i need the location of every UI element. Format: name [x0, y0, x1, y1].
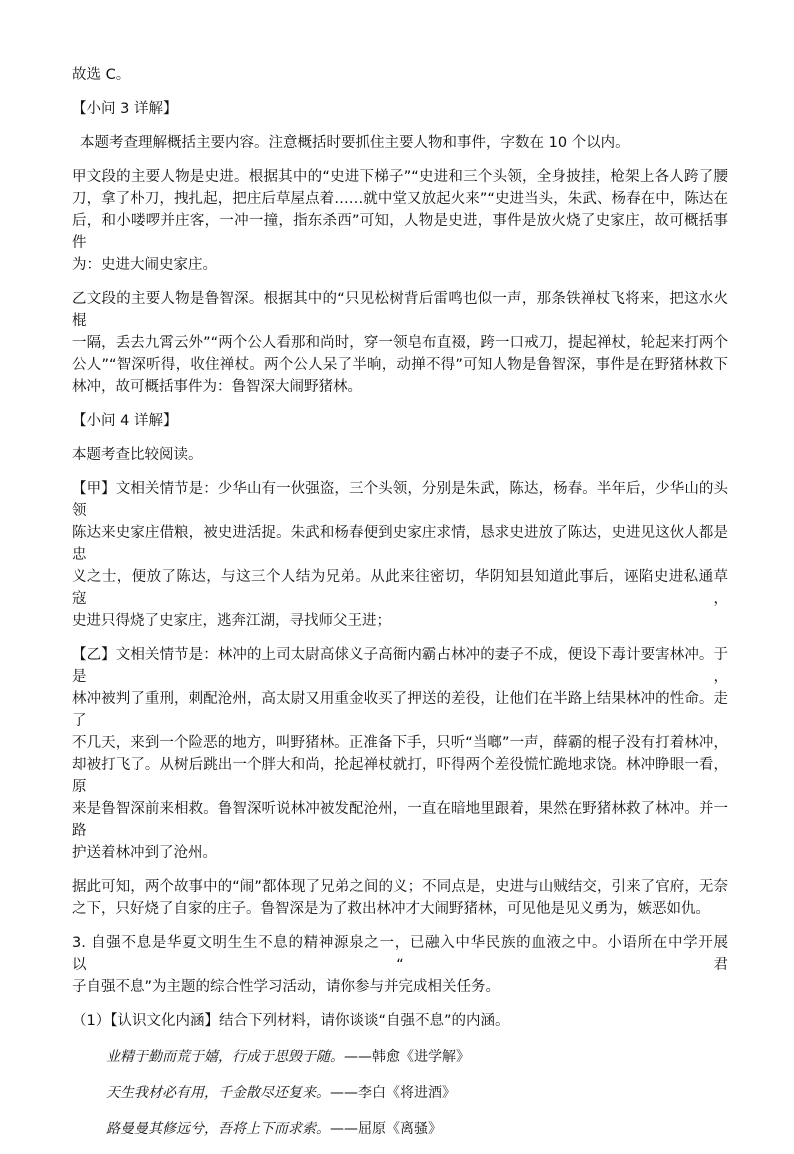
text-line: 林冲，故可概括事件为：鲁智深大闹野猪林。: [72, 379, 362, 395]
section-heading: 【小问 4 详解】: [72, 413, 178, 429]
text-line: 林冲被判了重刑，刺配沧州，高太尉又用重金收买了押送的差役，让他们在半路上结果林冲的性命。走了: [72, 691, 728, 729]
paragraph-jia-summary: [72, 166, 728, 276]
text-line: 公人”“智深听得，收住禅杖。两个公人呆了半晌，动掸不得”可知人物是鲁智深，事件是在野猪林救下: [72, 357, 728, 373]
text-line: 【甲】文相关情节是：少华山有一伙强盗，三个头领，分别是朱武，陈达，杨春。半年后，少华山的头领: [72, 481, 728, 519]
text-line: 刀，拿了朴刀，拽扎起，把庄后草屋点着……就中堂又放起火来”“史进当头，朱武、杨春在中，陈达在: [72, 191, 728, 207]
question-3-1: [72, 1010, 728, 1032]
text-line: 本题考查理解概括主要内容。注意概括时要抓住主要人物和事件，字数在 10 个以内。: [80, 135, 630, 151]
text-line: （1）【认识文化内涵】结合下列材料，请你谈谈“自强不息”的内涵。: [72, 1013, 510, 1029]
quote-text: 业精于勤而荒于嬉，行成于思毁于随。: [106, 1049, 344, 1065]
text-line: 【乙】文相关情节是：林冲的上司太尉高俅义子高衙内霸占林冲的妻子不成，便设下毒计要害林冲。于是，: [72, 647, 728, 685]
document-content: [72, 64, 728, 1154]
text-line: 却被打飞了。从树后跳出一个胖大和尚，抡起禅杖就打，吓得两个差役慌忙跪地求饶。林冲睁眼一看，原: [72, 757, 728, 795]
text-line: 史进只得烧了史家庄，逃奔江湖，寻找师父王进；: [72, 613, 391, 629]
paragraph-comparison: [72, 876, 728, 920]
text-line: 本题考查比较阅读。: [72, 447, 203, 463]
quote-author: ——李白《将进酒》: [330, 1085, 456, 1101]
quote-author: ——屈原《离骚》: [330, 1121, 442, 1137]
section-heading-q4: [72, 410, 728, 432]
text-line: 不几天，来到一个险恶的地方，叫野猪林。正准备下手，只听“当啷”一声，薛霸的棍子没有打着林冲，: [72, 735, 728, 751]
text-line: 后，和小喽啰并庄客，一冲一撞，指东杀西”可知，人物是史进，事件是放火烧了史家庄，故可概括事件: [72, 213, 728, 251]
question-3: [72, 932, 728, 998]
text-line: 陈达来史家庄借粮，被史进活捉。朱武和杨春便到史家庄求情，恳求史进放了陈达，史进见这伙人都是忠: [72, 525, 728, 563]
text-line: 之下，只好烧了自家的庄子。鲁智深是为了救出林冲才大闹野猪林，可见他是见义勇为，嫉恶如仇。: [72, 901, 710, 917]
quote-text: 路曼曼其修远兮，吾将上下而求索。: [106, 1121, 330, 1137]
paragraph-yi-plot: [72, 644, 728, 864]
text-line: 子自强不息”为主题的综合性学习活动，请你参与并完成相关任务。: [72, 979, 501, 995]
text-line: 甲文段的主要人物是史进。根据其中的“史进下梯子”“史进和三个头领，全身披挂，枪架上各人跨了腰: [72, 169, 728, 185]
text-line: 护送着林冲到了沧州。: [72, 845, 217, 861]
quote-author: ——韩愈《进学解》: [344, 1049, 470, 1065]
text-line: 来是鲁智深前来相救。鲁智深听说林冲被发配沧州，一直在暗地里跟着，果然在野猪林救了林冲。并一路: [72, 801, 728, 839]
section-heading-q3: [72, 98, 728, 120]
text-line: 为：史进大闹史家庄。: [72, 257, 217, 273]
quote-list: [72, 1046, 728, 1140]
section-heading: 【小问 3 详解】: [72, 101, 178, 117]
paragraph-conclusion: [72, 64, 728, 86]
quote-item: [72, 1082, 728, 1104]
text-line: 一隔，丢去九霄云外”“两个公人看那和尚时，穿一领皂布直裰，跨一口戒刀，提起禅杖，轮起来打两个: [72, 335, 728, 351]
paragraph-jia-plot: [72, 478, 728, 632]
text-line: 据此可知，两个故事中的“闹”都体现了兄弟之间的义；不同点是，史进与山贼结交，引来了官府，无奈: [72, 879, 728, 895]
paragraph-q3-intro: [72, 132, 728, 154]
text-line: 3. 自强不息是华夏文明生生不息的精神源泉之一，已融入中华民族的血液之中。小语所在中学开展以“君: [72, 935, 728, 973]
quote-text: 天生我材必有用，千金散尽还复来。: [106, 1085, 330, 1101]
text-line: 乙文段的主要人物是鲁智深。根据其中的“只见松树背后雷鸣也似一声，那条铁禅杖飞将来，把这水火棍: [72, 291, 728, 329]
text-line: 故选 C。: [72, 67, 131, 83]
paragraph-yi-summary: [72, 288, 728, 398]
quote-item: [72, 1118, 728, 1140]
quote-item: [72, 1046, 728, 1068]
paragraph-q4-intro: [72, 444, 728, 466]
text-line: 义之士，便放了陈达，与这三个人结为兄弟。从此来往密切，华阴知县知道此事后，诬陷史进私通草寇，: [72, 569, 728, 607]
